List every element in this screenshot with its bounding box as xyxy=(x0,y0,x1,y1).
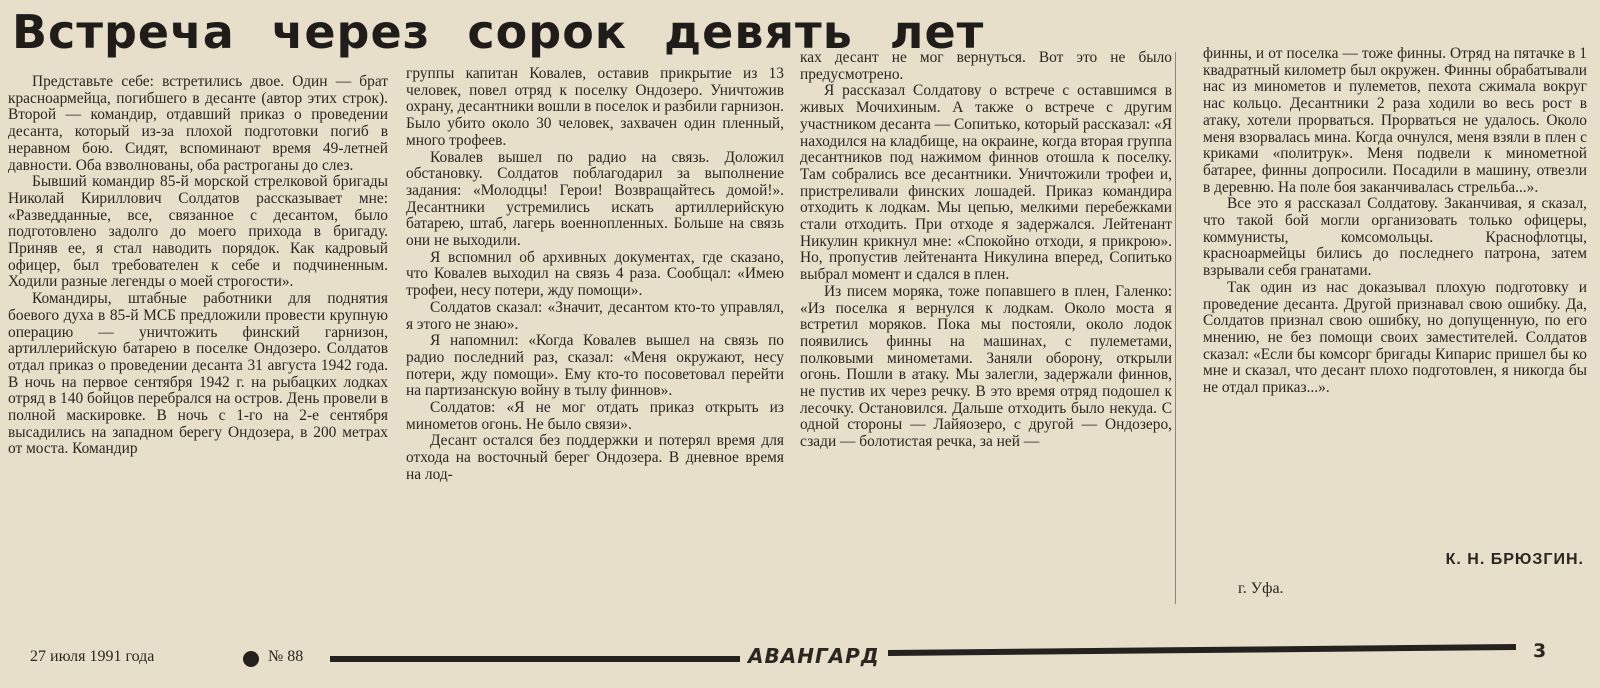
author-city: г. Уфа. xyxy=(1238,580,1284,597)
paragraph: Я рассказал Солдатову о встрече с оставшимся в живых Мочихиным. А также о встрече с другим участником десанта — Сопитько, который рассказал: «Я находился на кладбище, на окраине, когда вторая группа десантников под нажимом финнов отошла к поселку. Там собрались все десантники. Уничтожили трофеи и, пристреливали финских лошадей. Приказ командира отходить к лодкам. Мы цепью, мелкими перебежками стали отходить. При отходе я задержался. Лейтенант Никулин крикнул мне: «Спокойно отходи, я прикрою». Но, пропустив лейтенанта Никулина вперед, Сопитько выбрал момент и сдался в плен. xyxy=(800,82,1172,284)
paragraph: группы капитан Ковалев, оставив прикрытие из 13 человек, повел отряд к поселку Ондозеро. Уничтожив охрану, десантники вошли в поселок и разбили гарнизон. Было убито около 30 человек, захвачен один пленный, много трофеев. xyxy=(406,66,784,149)
page-footer xyxy=(0,636,1600,676)
article-column-1 xyxy=(8,74,388,624)
paragraph: Солдатов сказал: «Значит, десантом кто-то управлял, я этого не знаю». xyxy=(406,298,784,333)
footer-rule-left xyxy=(330,656,740,662)
paragraph: Так один из нас доказывал плохую подготовку и проведение десанта. Другой признавал свою ошибку. Да, Солдатов признал свою ошибку, но допущенную, по его мнению, не без помощи своих заместителей. Солдатов сказал: «Если бы комсорг бригады Кипарис пришел бы ко мне и сказал, что десант плохо подготовлен, я никогда бы не отдал приказ...». xyxy=(1203,278,1587,397)
paragraph: Десант остался без поддержки и потерял время для отхода на восточный берег Ондозера. В дневное время на лод- xyxy=(406,432,784,483)
paragraph: Все это я рассказал Солдатову. Заканчивая, я сказал, что такой бой могли организовать только офицеры, коммунисты, комсомольцы. Краснофлотцы, красноармейцы бились до последнего патрона, затем взрывали себя гранатами. xyxy=(1203,195,1587,280)
paragraph: Из писем моряка, тоже попавшего в плен, Галенко: «Из поселка я вернулся к лодкам. Около моста я встретил моряков. Пока мы постояли, около лодок появились финны на машинах, с пулеметами, полковыми минометами. Заняли оборону, открыли огонь. Пошли в атаку. Мы залегли, задержали финнов, не пустив их через речку. В это время отряд подошел к лесочку. Остановился. Дальше отходить было некуда. С одной стороны — Лайяозеро, с другой — Ондозеро, сзади — болотистая речка, за ней — xyxy=(800,282,1172,451)
column-divider xyxy=(1175,52,1176,604)
paragraph: финны, и от поселка — тоже финны. Отряд на пятачке в 1 квадратный километр был окружен. Финны обрабатывали нас из минометов и пулеметов, пехота сжимала вокруг нас кольцо. Десантники 2 раза ходили во весь рост в атаку, хотели прорваться. Прорваться не удалось. Около меня взорвалась мина. Когда очнулся, меня взяли в плен с криками «политрук». Меня подвели к минометной батарее, финны допросили. Посадили в машину, отвезли в деревню. На поле боя заканчивалась стрельба...». xyxy=(1203,46,1587,196)
bullet-icon xyxy=(243,651,259,667)
paragraph: Бывший командир 85-й морской стрелковой бригады Николай Кириллович Солдатов рассказывает мне: «Разведданные, все, связанное с десантом, было подготовлено задолго до моего прихода в бригаду. Приняв ее, я стал наводить порядок. Как кадровый офицер, был требователен к себе и подчиненным. Ходили разные легенды о моей строгости». xyxy=(8,173,388,291)
article-column-3 xyxy=(800,50,1172,624)
newspaper-name: АВАНГАРД xyxy=(748,644,880,668)
paragraph: Солдатов: «Я не мог отдать приказ открыть из минометов огонь. Не было связи». xyxy=(406,399,784,433)
paragraph: Командиры, штабные работники для поднятия боевого духа в 85-й МСБ предложили провести крупную операцию — уничтожить финский гарнизон, артиллерийскую батарею в поселке Ондозеро. Солдатов отдал приказ о проведении десанта 31 августа 1942 года. В ночь на первое сентября 1942 г. на рыбацких лодках отряд в 140 бойцов перебрался на остров. День провели в полной маскировке. В ночь с 1-го на 2-е сентября высадились на западном берегу Ондозера, в 200 метрах от моста. Командир xyxy=(8,290,388,458)
paragraph: Представьте себе: встретились двое. Один — брат красноармейца, погибшего в десанте (автор этих строк). Второй — командир, отдавший приказ о проведении десанта, который из-за плохой подготовки погиб в неравном бою. Сидят, вспоминают время 49-летней давности. Оба взволнованы, оба растроганы до слез. xyxy=(8,74,388,174)
issue-date: 27 июля 1991 года xyxy=(30,648,155,665)
paragraph: Я напомнил: «Когда Ковалев вышел на связь по радио последний раз, сказал: «Меня окружают, несу потери, жду помощи». Ему кто-то посоветовал перейти на партизанскую войну в тылу финнов». xyxy=(406,332,784,400)
paragraph: Ковалев вышел по радио на связь. Доложил обстановку. Солдатов поблагодарил за выполнение задания: «Молодцы! Герои! Возвращайтесь домой!». Десантники устремились искать артиллерийскую батарею, штаб, лагерь военнопленных. Больше на связь они не выходили. xyxy=(406,148,784,250)
page-number: 3 xyxy=(1533,640,1547,662)
article-column-4 xyxy=(1203,46,1587,590)
author-signature: К. Н. БРЮЗГИН. xyxy=(1445,551,1584,568)
paragraph: Я вспомнил об архивных документах, где сказано, что Ковалев выходил на связь 4 раза. Сообщал: «Имею трофеи, несу потери, жду помощи». xyxy=(406,248,784,300)
article-title: Встреча через сорок девять лет xyxy=(12,5,985,59)
issue-number: № 88 xyxy=(268,648,304,665)
article-column-2 xyxy=(406,66,784,624)
paragraph: ках десант не мог вернуться. Вот это не было предусмотрено. xyxy=(800,50,1172,83)
footer-rule-right xyxy=(888,644,1516,656)
